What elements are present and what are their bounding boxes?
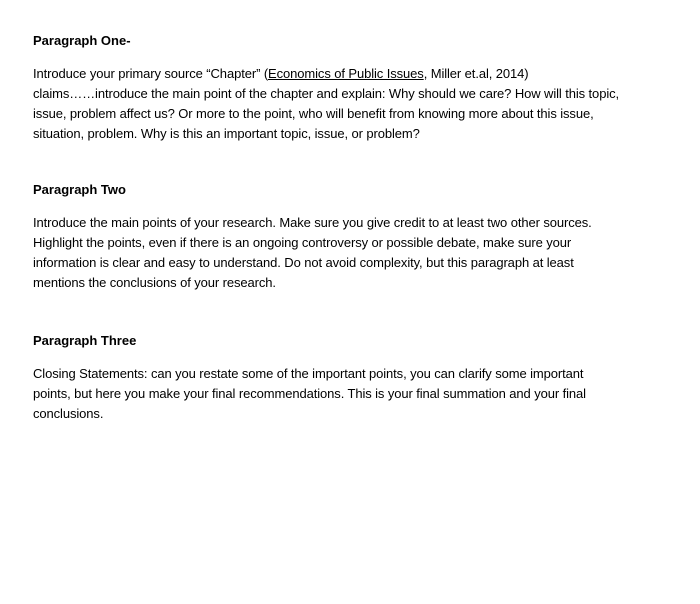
body-line: Highlight the points, even if there is an ongoing controversy or possible debate, make sure your xyxy=(33,235,572,250)
body-line: information is clear and easy to understand. Do not avoid complexity, but this paragraph at least xyxy=(33,255,574,270)
body-line: situation, problem. Why is this an important topic, issue, or problem? xyxy=(33,126,420,141)
body-line xyxy=(33,64,683,84)
body-line: points, but here you make your final recommendations. This is your final summation and your final xyxy=(33,386,586,401)
section-heading: Paragraph Three xyxy=(33,333,137,348)
body-line: Closing Statements: can you restate some of the important points, you can clarify some important xyxy=(33,366,584,381)
body-line: conclusions. xyxy=(33,406,104,421)
section-heading: Paragraph One- xyxy=(33,33,131,48)
body-text: , Miller et.al, 2014) xyxy=(423,66,529,81)
section-heading: Paragraph Two xyxy=(33,182,126,197)
section-paragraph-three xyxy=(33,332,683,424)
body-line: claims……introduce the main point of the chapter and explain: Why should we care? How will this topic, xyxy=(33,86,620,101)
section-paragraph-two xyxy=(33,181,683,293)
section-body xyxy=(33,213,683,293)
section-body xyxy=(33,64,683,144)
source-title-underlined: Economics of Public Issues xyxy=(268,66,424,81)
body-text: Introduce your primary source “Chapter” ( xyxy=(33,66,269,81)
section-paragraph-one xyxy=(33,32,683,144)
body-line: mentions the conclusions of your research. xyxy=(33,275,276,290)
body-line: issue, problem affect us? Or more to the point, who will benefit from knowing more about this issue, xyxy=(33,106,594,121)
section-body xyxy=(33,364,683,424)
body-line: Introduce the main points of your research. Make sure you give credit to at least two other sources. xyxy=(33,215,592,230)
